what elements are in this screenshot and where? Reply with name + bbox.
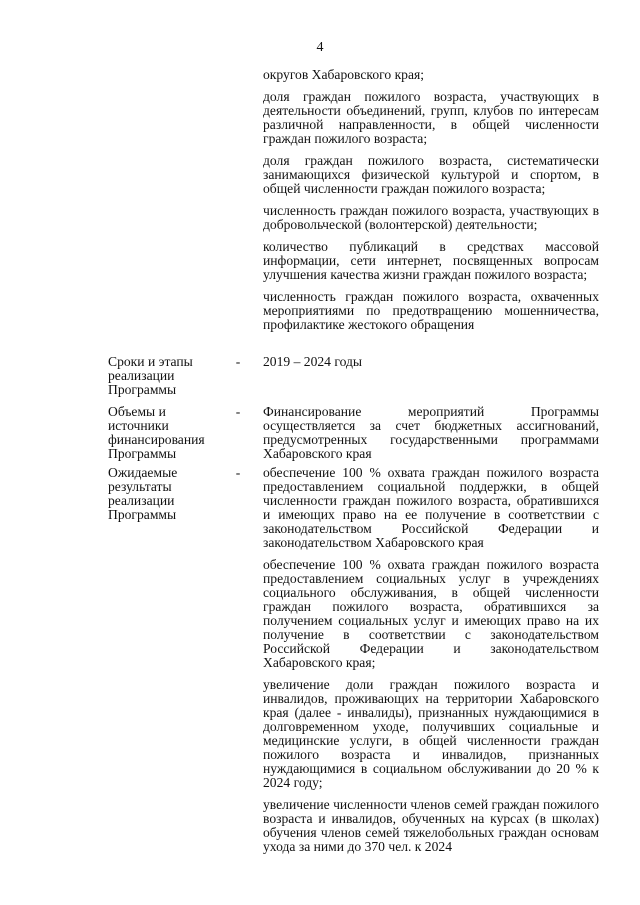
- row-dash: -: [235, 404, 241, 419]
- row-dash: -: [235, 354, 241, 369]
- row-value: [263, 405, 599, 469]
- indicator-item: численность граждан пожилого возраста, охваченных мероприятиями по предотвращению мошенничества, профилактике жестокого обращения: [263, 289, 599, 332]
- indicator-item: округов Хабаровского края;: [263, 67, 425, 82]
- row-label: Объемы и источники финансирования Программы: [108, 404, 205, 461]
- indicator-item: количество публикаций в средствах массовой информации, сети интернет, посвященных вопросам улучшения качества жизни граждан пожилого возраста;: [263, 239, 599, 282]
- indicator-item: доля граждан пожилого возраста, систематически занимающихся физической культурой и спортом, в общей численности граждан пожилого возраста;: [263, 153, 599, 196]
- value-item: обеспечение 100 % охвата граждан пожилого возраста предоставлением социальных услуг в учреждениях социального обслуживания, в общей численности граждан пожилого возраста, обратившихся за получением социальных услуг и имеющих право на их получение в соответствии с законодательством Российской Федерации и законодательством Хабаровского края;: [263, 557, 599, 670]
- row-label: Ожидаемые результаты реализации Программы: [108, 465, 178, 522]
- value-item: обеспечение 100 % охвата граждан пожилого возраста предоставлением социальной поддержки, в общей численности граждан пожилого возраста, обратившихся и имеющих право на ее получение в соответствии с законодательством Российской Федерации и законодательством Хабаровского края: [263, 465, 599, 550]
- row-value: [263, 466, 599, 862]
- value-item: увеличение доли граждан пожилого возраста и инвалидов, проживающих на территории Хабаровского края (далее - инвалиды), признанных нуждающимися в долговременном уходе, получивших социальные и медицинские услуги, в общей численности граждан пожилого возраста и инвалидов, признанных нуждающимися в социальном обслуживании до 20 % к 2024 году;: [263, 677, 599, 790]
- indicator-item: доля граждан пожилого возраста, участвующих в деятельности объединений, групп, клубов по интересам различной направленности, в общей численности граждан пожилого возраста;: [263, 89, 599, 146]
- indicator-item: численность граждан пожилого возраста, участвующих в добровольческой (волонтерской) деятельности;: [263, 203, 599, 232]
- value-item: 2019 – 2024 годы: [263, 354, 363, 369]
- row-dash: -: [235, 465, 241, 480]
- page-number: 4: [316, 40, 324, 55]
- value-item: увеличение численности членов семей граждан пожилого возраста и инвалидов, обученных на курсах (в школах) обучения членов семей тяжелобольных граждан основам ухода за ними до 370 чел. к 2024: [263, 797, 599, 854]
- value-item: Финансирование мероприятий Программы осуществляется за счет бюджетных ассигнований, предусмотренных государственными программами Хабаровского края: [263, 404, 599, 461]
- row-label: Сроки и этапы реализации Программы: [108, 354, 193, 397]
- indicators-continued: [263, 68, 599, 340]
- row-value: [263, 355, 599, 377]
